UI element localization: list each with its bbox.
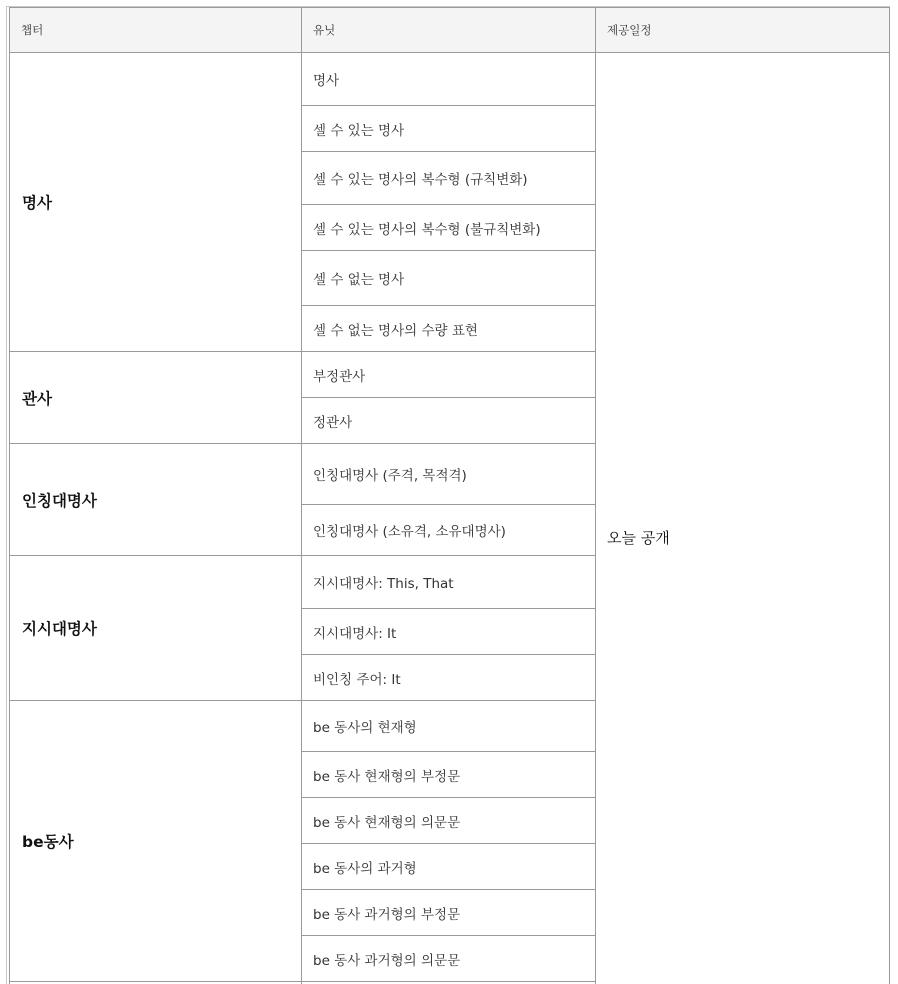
schedule-cell: 오늘 공개 — [596, 53, 890, 984]
unit-cell: 셀 수 있는 명사의 복수형 (불규칙변화) — [302, 205, 596, 251]
chapter-cell-demonstrative-pronoun: 지시대명사 — [10, 556, 302, 701]
unit-cell: be 동사의 현재형 — [302, 701, 596, 752]
chapter-cell-be-verb: be동사 — [10, 701, 302, 982]
table-row — [10, 53, 890, 106]
unit-cell: 셀 수 없는 명사 — [302, 251, 596, 306]
unit-cell: be 동사 현재형의 의문문 — [302, 798, 596, 844]
unit-cell: 지시대명사: This, That — [302, 556, 596, 609]
header-chapter: 챕터 — [10, 8, 302, 53]
chapter-cell-article: 관사 — [10, 352, 302, 444]
unit-cell: 명사 — [302, 53, 596, 106]
unit-cell: be 동사 과거형의 의문문 — [302, 936, 596, 982]
unit-cell: be 동사 과거형의 부정문 — [302, 890, 596, 936]
chapter-cell-personal-pronoun: 인칭대명사 — [10, 444, 302, 556]
unit-cell: 셀 수 없는 명사의 수량 표현 — [302, 306, 596, 352]
unit-cell: 셀 수 있는 명사의 복수형 (규칙변화) — [302, 152, 596, 205]
unit-cell: 정관사 — [302, 398, 596, 444]
header-unit: 유닛 — [302, 8, 596, 53]
curriculum-table — [9, 7, 890, 984]
header-schedule: 제공일정 — [596, 8, 890, 53]
unit-cell: be 동사의 과거형 — [302, 844, 596, 890]
unit-cell: 지시대명사: It — [302, 609, 596, 655]
chapter-cell-noun: 명사 — [10, 53, 302, 352]
unit-cell: 셀 수 있는 명사 — [302, 106, 596, 152]
table-header-row — [10, 8, 890, 53]
unit-cell: 비인칭 주어: It — [302, 655, 596, 701]
unit-cell: be 동사 현재형의 부정문 — [302, 752, 596, 798]
unit-cell: 부정관사 — [302, 352, 596, 398]
unit-cell: 인칭대명사 (소유격, 소유대명사) — [302, 505, 596, 556]
unit-cell: 인칭대명사 (주격, 목적격) — [302, 444, 596, 505]
